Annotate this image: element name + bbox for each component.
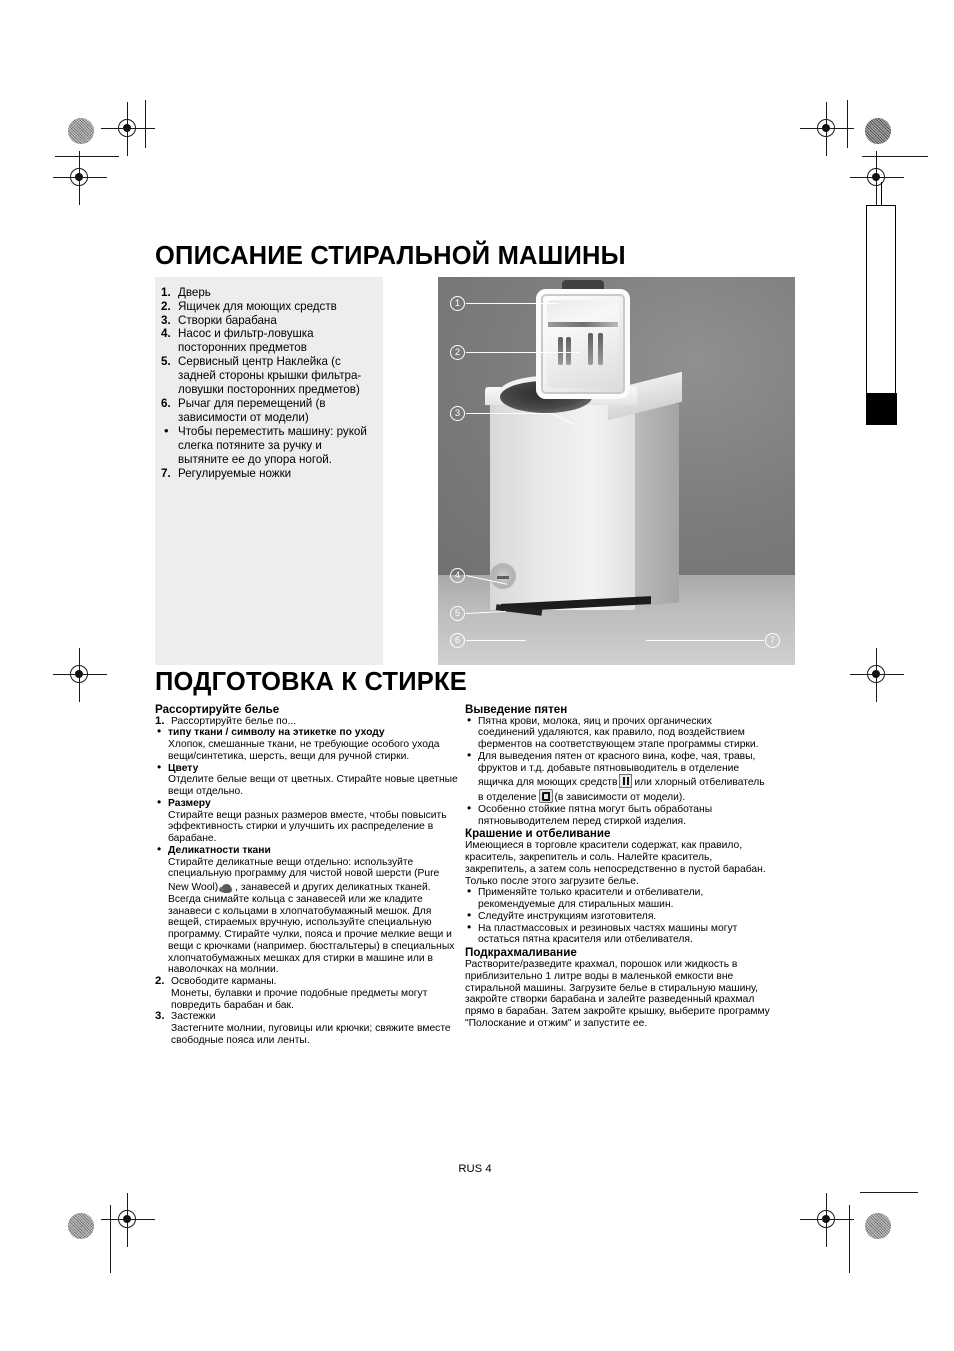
subheading-starching: Подкрахмаливание <box>465 946 577 960</box>
stain-text-a: Для выведения пятен от красного вина, кофе, чая, травы, фруктов и т.д. добавьте пятновыводитель в отделение ящичка для моющих средств <box>478 750 756 789</box>
item-number: 2. <box>155 975 165 988</box>
detergent-compartment-icon <box>619 774 632 788</box>
bullet-body: Особенно стойкие пятна могут быть обработаны пятновыводителем перед стиркой изделия. <box>478 803 713 827</box>
page-footer: RUS 4 <box>458 1163 492 1175</box>
lid-hinge <box>562 280 604 289</box>
subheading-stain-removal: Выведение пятен <box>465 702 568 716</box>
callout-leader-7 <box>646 640 764 641</box>
halftone-dot-icon <box>68 118 94 144</box>
item-text: Рассортируйте белье по... <box>171 715 297 727</box>
list-item <box>161 300 375 314</box>
halftone-dot-icon <box>68 1213 94 1239</box>
registration-target-icon <box>862 163 892 193</box>
list-item <box>161 327 375 355</box>
bullet-body: Отделите белые вещи от цветных. Стирайте новые цветные вещи отдельно. <box>168 774 458 798</box>
registration-target-icon <box>113 1205 143 1235</box>
legend-number: 7. <box>161 466 171 480</box>
drawer-divider <box>548 322 618 327</box>
edge-index-bar-fill <box>866 393 897 425</box>
legend-label: Насос и фильтр-ловушка посторонних предметов <box>178 327 314 355</box>
list-item <box>155 759 461 775</box>
drawer-slot <box>598 333 603 365</box>
bullet-body-delicates <box>155 857 461 977</box>
crop-line <box>847 100 848 148</box>
list-item <box>155 841 461 857</box>
page-content <box>155 242 795 1175</box>
legend-label: Дверь <box>178 285 211 299</box>
photo-callout-2: 2 <box>450 345 465 360</box>
bullet-label: Размеру <box>168 797 211 809</box>
item-body: Монеты, булавки и прочие подобные предметы могут повредить барабан и бак. <box>171 987 428 1011</box>
callout-leader-2 <box>466 352 580 353</box>
legend-label: Чтобы переместить машину: рукой слегка потяните за ручку и вытяните ее до упора ногой. <box>178 424 367 466</box>
registration-target-icon <box>65 163 95 193</box>
bullet-label: Деликатности ткани <box>168 844 271 856</box>
registration-target-icon <box>113 114 143 144</box>
delicates-text-a: Стирайте деликатные вещи отдельно: используйте специальную программу для чистой новой шерсти (Pure New Wool) <box>168 856 440 894</box>
item-number: 1. <box>155 714 165 727</box>
legend-number: 2. <box>161 299 171 313</box>
bullet-glyph: • <box>467 747 472 762</box>
legend-number: 5. <box>161 355 171 369</box>
list-item <box>465 884 771 911</box>
list-item <box>161 314 375 328</box>
crop-line <box>55 156 119 157</box>
bleach-compartment-icon <box>539 789 553 803</box>
callout-leader-3 <box>466 413 551 414</box>
bullet-label: типу ткани / символу на этикетке по уходу <box>168 727 385 739</box>
subheading-sort-laundry: Рассортируйте белье <box>155 702 280 716</box>
registration-target-icon <box>65 660 95 690</box>
crop-line <box>862 156 928 157</box>
bullet-body: Хлопок, смешанные ткани, не требующие особого ухода вещи/синтетика, шерсть, вещи для ручной стирки. <box>168 739 440 762</box>
bullet-body: Применяйте только красители и отбеливатели, рекомендуемые для стиральных машин. <box>478 887 704 911</box>
registration-target-icon <box>812 114 842 144</box>
bullet-glyph: • <box>157 841 162 856</box>
edge-index-bar <box>866 205 896 395</box>
bullet-body: Пятна крови, молока, яиц и прочих органических соединений удаляются, как правило, под воздействием ферментов на соответствующем этапе программы стирки. <box>478 715 759 751</box>
list-item <box>161 422 375 467</box>
list-item <box>465 919 771 947</box>
pump-filter-cap <box>490 563 516 589</box>
crop-line <box>145 100 146 148</box>
halftone-dot-icon <box>865 118 891 144</box>
photo-callout-1: 1 <box>450 296 465 311</box>
bullet-glyph: • <box>467 919 472 934</box>
bullet-glyph: • <box>467 712 472 727</box>
bullet-body: Следуйте инструкциям изготовителя. <box>478 910 657 922</box>
legend-label: Ящичек для моющих средств <box>178 299 337 313</box>
column-left <box>155 703 461 1047</box>
crop-line <box>860 1192 918 1193</box>
wool-icon <box>219 880 234 893</box>
item-number: 3. <box>155 1010 165 1023</box>
description-block <box>155 277 795 665</box>
list-item <box>161 467 375 481</box>
list-item <box>155 716 461 728</box>
list-item <box>465 907 771 923</box>
item-body: Застегните молнии, пуговицы или крючки; свяжите вместе свободные пояса или ленты. <box>171 1023 451 1046</box>
crop-line <box>110 1205 111 1273</box>
list-item <box>155 1011 461 1023</box>
bullet-body: На пластмассовых и резиновых частях машины могут остаться пятна красителя или отбеливателя. <box>478 922 738 946</box>
list-item-stain-additives <box>465 747 771 804</box>
list-item <box>155 976 461 988</box>
legend-panel <box>155 277 383 665</box>
bullet-glyph: • <box>467 907 472 922</box>
list-item <box>155 794 461 810</box>
drawer-slot <box>566 337 571 365</box>
bullet-glyph: • <box>157 724 162 739</box>
photo-callout-4: 4 <box>450 568 465 583</box>
bullet-glyph: • <box>157 794 162 809</box>
halftone-dot-icon <box>865 1213 891 1239</box>
photo-callout-6: 6 <box>450 633 465 648</box>
delicates-text-b: , занавесей и других деликатных тканей. Всегда снимайте кольца с занавесей или же кладите занавеси с кольцами в хлопчатобумажный мешок. Для вещей, стираемых вручную, используйте специальную программу. Стирайте чулки, пояса и прочие мелкие вещи и вещи с крючками (например. бюстгальтеры) в специальных хлопчатобумажных мешках для стирки в машине или в наволочках на молнии. <box>168 882 455 976</box>
bullet-glyph: • <box>157 759 162 774</box>
bullet-label: Цвету <box>168 762 199 774</box>
section-title-preparation: ПОДГОТОВКА К СТИРКЕ <box>155 667 467 696</box>
machine-side-panel <box>635 403 679 607</box>
photo-callout-3: 3 <box>450 406 465 421</box>
list-item <box>161 355 375 397</box>
list-item <box>155 724 461 739</box>
legend-label: Рычаг для перемещений (в зависимости от модели) <box>178 397 326 424</box>
legend-bullet: • <box>164 422 169 438</box>
column-right <box>465 703 771 1030</box>
legend-list <box>155 277 383 481</box>
legend-number: 3. <box>161 313 171 327</box>
list-item <box>161 397 375 425</box>
crop-line <box>849 1205 850 1273</box>
item-text: Застежки <box>171 1011 216 1023</box>
photo-callout-5: 5 <box>450 606 465 621</box>
stain-text-c: (в зависимости от модели). <box>554 792 686 804</box>
legend-number: 6. <box>161 397 171 411</box>
legend-number: 4. <box>161 327 171 341</box>
drawer-slot <box>588 333 593 365</box>
legend-label: Регулируемые ножки <box>178 466 292 480</box>
list-item <box>465 712 771 751</box>
callout-leader-6 <box>466 640 526 641</box>
list-item <box>161 286 375 300</box>
list-item <box>465 800 771 828</box>
starching-body: Растворите/разведите крахмал, порошок или жидкость в приблизительно 1 литре воды в маленькой емкости вне стиральной машины. Загрузите белье в стиральную машину, закройте створки барабана и залейте разведенный крахмал прямо в барабан. Затем закройте крышку, выберите программу "Полоскание и отжим" и запустите ее. <box>465 959 770 1029</box>
subheading-dyeing-bleaching: Крашение и отбеливание <box>465 827 611 841</box>
registration-target-icon <box>812 1205 842 1235</box>
washing-machine-photo <box>438 277 795 665</box>
legend-label: Сервисный центр Наклейка (с задней стороны крышки фильтра-ловушки посторонних предметов) <box>178 355 362 397</box>
stain-text-b: или хлорный отбеливатель в отделение <box>478 777 765 804</box>
bullet-glyph: • <box>467 884 472 899</box>
bullet-glyph: • <box>467 800 472 815</box>
legend-number: 1. <box>161 285 171 299</box>
section-title-description: ОПИСАНИЕ СТИРАЛЬНОЙ МАШИНЫ <box>155 242 626 270</box>
drawer-slot <box>558 337 563 365</box>
dyeing-body: Имеющиеся в торговле красители содержат, как правило, краситель, закрепитель и соль. Налейте краситель, закрепитель, а затем соль непосредственно в пустой барабан. Только после этого загрузите белье. <box>465 840 766 887</box>
legend-label: Створки барабана <box>178 313 277 327</box>
callout-leader-1 <box>466 303 558 304</box>
item-text: Освободите карманы. <box>171 976 277 988</box>
bullet-body: Стирайте вещи разных размеров вместе, чтобы повысить эффективность стирки и улучшить их распределение в барабане. <box>168 809 447 845</box>
registration-target-icon <box>862 660 892 690</box>
photo-callout-7: 7 <box>765 633 780 648</box>
